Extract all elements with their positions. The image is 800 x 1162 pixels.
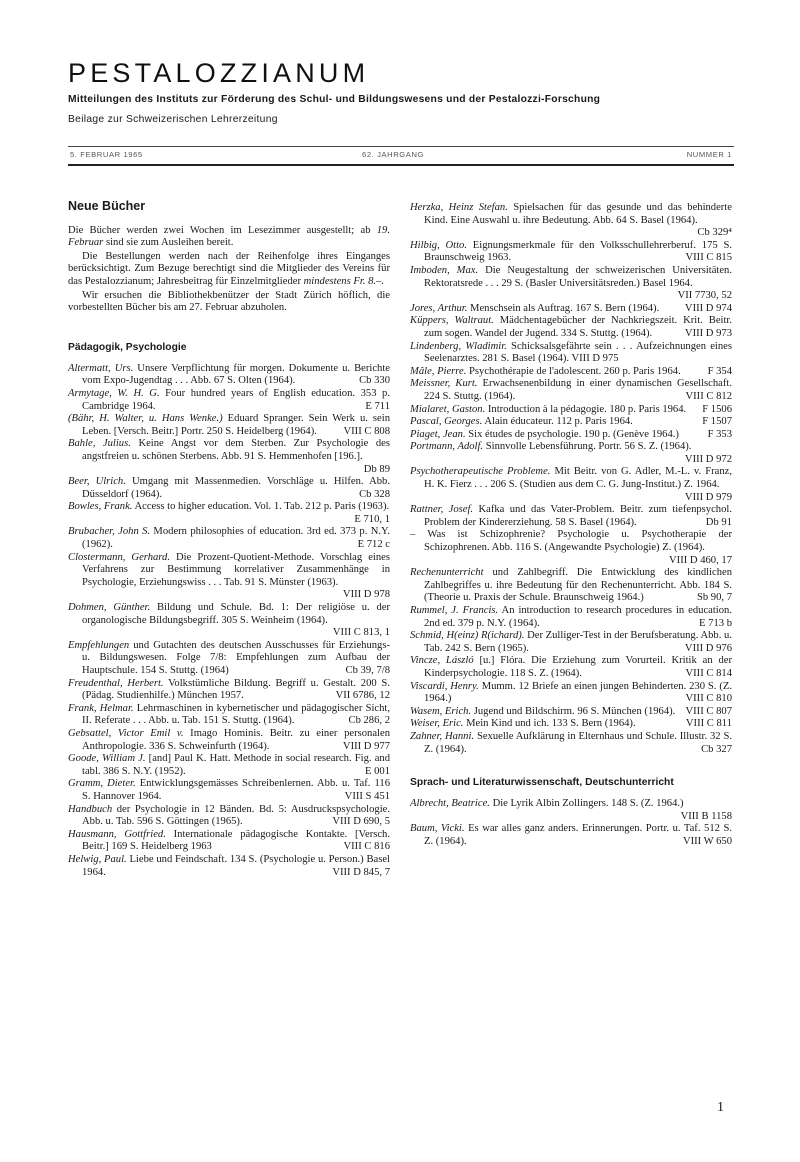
entry-text: [u.] Flóra. Die Erziehung zum Vorurteil. Kritik an der Kinderpsychologie. 118 S. Z. (1964). xyxy=(424,655,732,679)
entry-text: Imago Hominis. Beitr. zu einer personalen Anthropologie. 336 S. Schweinfurth (1964). xyxy=(82,727,390,752)
bibliography-entry xyxy=(68,854,390,879)
entry-text: Access to higher education. Vol. 1. Tab. 212 p. Paris (1963). xyxy=(132,501,390,513)
entry-author: Jores, Arthur. xyxy=(410,302,468,314)
entry-author: Gramm, Dieter. xyxy=(68,778,136,790)
journal-subtitle: Mitteilungen des Instituts zur Förderung des Schul- und Bildungswesens und der Pestalozzi-Forschung xyxy=(68,94,601,105)
call-number: VIII C 816 xyxy=(343,841,390,853)
entry-text: [and] Paul K. Hatt. Methode in social research. Fig. and tabl. 386 S. N.Y. (1952). xyxy=(82,753,391,777)
call-number: VIII D 690, 5 xyxy=(332,816,390,828)
bibliography-entry xyxy=(68,526,390,551)
bibliography-entry xyxy=(68,753,390,778)
entry-text: Sinnvolle Lebensführung. Portr. 56 S. Z. (1964). xyxy=(483,441,692,453)
entry-author: Empfehlungen xyxy=(68,639,130,651)
call-number: VIII C 815 xyxy=(685,252,732,264)
intro-paragraph-1 xyxy=(68,225,390,250)
entry-text: Entwicklungsgemässes Schreibenlernen. Abb. u. Taf. 116 S. Hannover 1964. xyxy=(82,778,390,802)
bibliography-entry xyxy=(410,202,732,240)
entry-author: Lindenberg, Wladimir. xyxy=(410,340,507,352)
entry-author: Rattner, Josef. xyxy=(410,504,474,516)
bibliography-entry xyxy=(410,416,732,429)
bibliography-entry xyxy=(68,476,390,501)
bibliography-entry xyxy=(68,438,390,476)
call-number: F 1506 xyxy=(702,403,732,415)
call-number: F 353 xyxy=(707,428,732,440)
page-number: 1 xyxy=(717,1100,724,1115)
call-number: VIII C 810 xyxy=(685,693,732,705)
entry-author: Albrecht, Beatrice. xyxy=(410,798,490,810)
entry-author: (Bähr, H. Walter, u. Hans Wenke.) xyxy=(68,413,223,425)
entry-author: Baum, Vicki. xyxy=(410,823,465,835)
bibliography-entry xyxy=(68,804,390,829)
bibliography-entry xyxy=(410,466,732,504)
intro-text xyxy=(68,225,390,315)
bibliography-entry xyxy=(68,778,390,803)
call-number: E 712 c xyxy=(357,539,390,551)
entry-text: Menschsein als Auftrag. 167 S. Bern (1964). xyxy=(467,302,660,314)
entry-author: Goode, William J. xyxy=(68,753,146,765)
entry-author: Weiser, Eric. xyxy=(410,718,464,730)
intro-text-span: Die Bücher werden zwei Wochen im Lesezimmer ausgestellt; ab xyxy=(68,224,377,236)
entry-text: Lehrmaschinen in kybernetischer und pädagogischer Sicht, II. Referate . . . Abb. u. Tab. 151 S. Stuttg. (1964). xyxy=(82,702,390,727)
entry-text: und Zahlbegriff. Die Entwicklung des kindlichen Zahlbegriffes u. ihre Bedeutung für den Rechenunterricht. Abb. 184 S. (Theorie u. Praxis der Schule. Braunschweig 1964.) xyxy=(424,567,732,604)
entry-author: Dohmen, Günther. xyxy=(68,602,151,614)
issue-year: 62. JAHRGANG xyxy=(362,150,425,159)
section-heading-sprachwissenschaft: Sprach- und Literaturwissenschaft, Deutschunterricht xyxy=(410,777,674,789)
bibliography-entry xyxy=(68,678,390,703)
bibliography-entry xyxy=(68,501,390,526)
bibliography-entry xyxy=(410,630,732,655)
call-number: VII 6786, 12 xyxy=(335,690,390,702)
journal-title: PESTALOZZIANUM xyxy=(68,58,370,88)
entry-author: Mialaret, Gaston. xyxy=(410,403,486,415)
entry-author: Frank, Helmar. xyxy=(68,702,134,714)
bibliography-entry xyxy=(410,718,732,731)
call-number: VIII C 808 xyxy=(343,425,390,437)
entry-author: Hausmann, Gottfried. xyxy=(68,828,166,840)
entry-author: Freudenthal, Herbert. xyxy=(68,677,164,689)
entry-author: Meissner, Kurt. xyxy=(410,378,478,390)
call-number: E 713 b xyxy=(699,617,732,629)
entry-author: Zahner, Hanni. xyxy=(410,730,475,742)
entry-text: Die Neugestaltung der schweizerischen Universitäten. Rektoratsrede . . . 29 S. (Basler Universitätsreden.) Basel 1964. xyxy=(424,264,733,289)
call-number: VII 7730, 52 xyxy=(677,290,732,302)
entry-text: Mumm. 12 Briefe an einen jungen Behinderten. 230 S. (Z. 1964.) xyxy=(424,680,732,705)
entry-text: Mit Beitr. von G. Adler, M.-L. v. Franz, H. K. Fierz . . . 206 S. (Studien aus dem C. G. Jung-Institut.) Z. 1964. xyxy=(424,466,732,491)
entry-text: Psychothérapie de l'adolescent. 260 p. Paris 1964. xyxy=(466,365,681,377)
call-number: Cb 329⁴ xyxy=(697,227,732,239)
entry-text: Alain éducateur. 112 p. Paris 1964. xyxy=(482,416,633,428)
entry-text: und Gutachten des deutschen Ausschusses für Erziehungs- u. Bildungswesen. Folge 7/8: Empfehlungen zum Aufbau der Hauptschule. 154 S. Stuttg. (1964) xyxy=(82,639,390,676)
entry-author: Piaget, Jean. xyxy=(410,428,466,440)
call-number: VIII C 814 xyxy=(685,667,732,679)
entry-text: Der Zulliger-Test in der Berufsberatung. Abb. u. Tab. 242 S. Bern (1965). xyxy=(424,630,732,654)
call-number: VIII D 460, 17 xyxy=(669,554,732,566)
issue-number: NUMMER 1 xyxy=(686,150,732,159)
entry-text: Unsere Verpflichtung für morgen. Dokumente u. Berichte vom Expo-Jugendtag . . . Abb. 67 S. Olten (1964). xyxy=(82,362,390,387)
entry-text: Eignungsmerkmale für den Volksschullehrerberuf. 175 S. Braunschweig 1963. xyxy=(424,239,732,264)
entry-author: Gebsattel, Victor Emil v. xyxy=(68,727,184,739)
entry-text: Schicksalsgefährte sein . . . Aufzeichnungen eines Seelenarztes. 281 S. Basel (1964). VIII D 975 xyxy=(424,340,732,365)
left-column xyxy=(68,200,390,879)
bibliography-entry xyxy=(68,552,390,602)
entry-text: Keine Angst vor dem Sterben. Zur Psychologie des angstfreien u. schönen Sterbens. Abb. 91 S. Hemmenhofen [196.]. xyxy=(82,438,390,462)
entry-author: Pascal, Georges. xyxy=(410,416,483,428)
bibliography-entry xyxy=(410,303,732,316)
call-number: Cb 327 xyxy=(701,743,732,755)
bibliography-entry xyxy=(410,429,732,442)
call-number: VIII D 976 xyxy=(684,642,732,654)
entry-text: Die Lyrik Albin Zollingers. 148 S. (Z. 1964.) xyxy=(489,798,684,810)
entry-author: Brubacher, John S. xyxy=(68,526,151,538)
call-number: VIII C 812 xyxy=(685,390,732,402)
call-number: VIII D 845, 7 xyxy=(332,866,390,878)
bibliography-entry xyxy=(410,366,732,379)
bibliography-entry xyxy=(68,602,390,640)
call-number: E 711 xyxy=(365,400,390,412)
call-number: VIII D 972 xyxy=(684,453,732,465)
entry-author: Bowles, Frank. xyxy=(68,501,133,513)
call-number: VIII C 807 xyxy=(685,705,732,717)
entry-author: Rechenunterricht xyxy=(410,567,484,579)
intro-text-span: sind sie zum Ausleihen bereit. xyxy=(103,237,234,249)
call-number: Db 89 xyxy=(363,463,390,475)
supplement-line: Beilage zur Schweizerischen Lehrerzeitung xyxy=(68,114,278,125)
entry-text: Volkstümliche Bildung. Begriff u. Gestalt. 200 S. (Pädag. Studienhilfe.) München 1957. xyxy=(82,677,390,702)
bibliography-entry xyxy=(410,798,732,823)
entry-author: Viscardi, Henry. xyxy=(410,680,479,692)
section-heading-paedagogik: Pädagogik, Psychologie xyxy=(68,341,187,353)
entry-author: Herzka, Heinz Stefan. xyxy=(410,202,508,213)
call-number: VIII W 650 xyxy=(682,835,732,847)
bibliography-entry xyxy=(410,504,732,529)
call-number: VIII D 978 xyxy=(342,589,390,601)
entry-author: Beer, Ulrich. xyxy=(68,476,126,488)
entry-author: Küppers, Waltraut. xyxy=(410,315,494,327)
entry-author: Psychotherapeutische Probleme. xyxy=(410,466,551,478)
intro-paragraph-3: Wir ersuchen die Bibliothekbenützer der Stadt Zürich höflich, die vorbestellten Bücher bis am 27. Februar abzuholen. xyxy=(68,289,390,314)
entry-author: Imboden, Max. xyxy=(410,264,479,276)
right-column xyxy=(410,202,732,849)
intro-fee-emphasis: mindestens Fr. 8.–. xyxy=(303,275,384,287)
bibliography-entry xyxy=(68,363,390,388)
entry-text: Six études de psychologie. 190 p. (Genève 1964.) xyxy=(465,428,679,440)
entry-text: Sexuelle Aufklärung in Elternhaus und Schule. Illustr. 32 S. Z. (1964). xyxy=(424,730,732,755)
bibliography-entry xyxy=(410,681,732,706)
call-number: VIII S 451 xyxy=(344,790,390,802)
call-number: Db 91 xyxy=(705,516,732,528)
intro-date-emphasis: 19. Februar xyxy=(68,224,390,249)
entry-text: der Psychologie in 12 Bänden. Bd. 5: Ausdruckspsychologie. Abb. u. Tab. 596 S. Göttingen (1965). xyxy=(82,803,390,828)
intro-text-span: Die Bestellungen werden nach der Reihenfolge ihres Einganges berücksichtigt. Zum Bezuge berechtigt sind die Mitglieder des Vereins für das Pestalozzianum; Jahresbeitrag für Einzelmitglieder xyxy=(68,250,390,287)
bibliography-entry xyxy=(68,728,390,753)
entry-author: Helwig, Paul. xyxy=(68,853,127,865)
call-number: Cb 39, 7/8 xyxy=(345,665,390,676)
call-number: VIII C 811 xyxy=(685,718,732,730)
bibliography-entry xyxy=(410,265,732,303)
entry-author: Armytage, W. H. G. xyxy=(68,387,160,399)
entry-text: An introduction to research procedures in education. 2nd ed. 379 p. N.Y. (1964). xyxy=(424,605,732,629)
bibliography-entry xyxy=(68,703,390,728)
call-number: VIII D 974 xyxy=(684,302,732,314)
entry-text: Umgang mit Massenmedien. Vorschläge u. Hilfen. Abb. Düsseldorf (1964). xyxy=(82,476,390,500)
entry-text: Bildung und Schule. Bd. 1: Der religiöse u. der organologische Bildungsbegriff. 305 S. Weinheim (1964). xyxy=(82,602,390,626)
entry-author: Portmann, Adolf. xyxy=(410,441,484,453)
entry-list-sprachwissenschaft xyxy=(410,798,732,848)
bibliography-entry xyxy=(410,378,732,403)
call-number: Cb 328 xyxy=(359,488,390,500)
issue-date: 5. FEBRUAR 1965 xyxy=(70,150,143,159)
bibliography-entry xyxy=(68,640,390,678)
bibliography-entry xyxy=(68,388,390,413)
entry-text: Modern philosophies of education. 3rd ed. 373 p. N.Y. (1962). xyxy=(82,526,390,551)
entry-text: Introduction à la pédagogie. 180 p. Paris 1964. xyxy=(485,403,687,415)
entry-author: Bahle, Julius. xyxy=(68,438,131,450)
entry-text: Eduard Spranger. Sein Werk u. sein Leben. [Versch. Beitr.] Portr. 250 S. Heidelberg (1964). xyxy=(82,413,390,437)
issue-bar xyxy=(68,146,734,166)
bibliography-entry xyxy=(68,829,390,854)
call-number: E 710, 1 xyxy=(354,513,390,525)
bibliography-entry xyxy=(410,404,732,417)
bibliography-entry xyxy=(410,706,732,719)
entry-text: – Was ist Schizophrenie? Psychologie u. Psychotherapie der Schizophrenen. Abb. 116 S. (Angewandte Psychologie) Z. (1964). xyxy=(410,529,732,554)
bibliography-entry xyxy=(68,413,390,438)
entry-text: Kafka und das Vater-Problem. Beitr. zum tiefenpsychol. Problem der Kindererziehung. 58 S. Basel (1964). xyxy=(424,504,732,528)
bibliography-entry xyxy=(410,240,732,265)
bibliography-entry xyxy=(410,567,732,605)
bibliography-entry xyxy=(410,341,732,366)
call-number: Sb 90, 7 xyxy=(696,592,732,604)
call-number: E 001 xyxy=(364,765,390,777)
call-number: Cb 330 xyxy=(359,375,390,387)
entry-author: Vincze, László xyxy=(410,655,474,667)
call-number: F 1507 xyxy=(702,416,732,428)
entry-author: Mâle, Pierre. xyxy=(410,365,467,377)
call-number: VIII C 813, 1 xyxy=(332,627,390,639)
call-number: VIII D 973 xyxy=(684,327,732,339)
bibliography-entry xyxy=(410,731,732,756)
entry-text: Liebe und Feindschaft. 134 S. (Psychologie u. Person.) Basel 1964. xyxy=(82,853,390,878)
bibliography-entry xyxy=(410,529,732,567)
bibliography-entry xyxy=(410,605,732,630)
entry-author: Schmid, H(einz) R(ichard). xyxy=(410,630,525,642)
entry-author: Hilbig, Otto. xyxy=(410,239,467,251)
entry-text: Erwachsenenbildung in einer dynamischen Gesellschaft. 224 S. Stuttg. (1964). xyxy=(424,378,732,402)
entry-text: Internationale pädagogische Kontakte. [Versch. Beitr.] 169 S. Heidelberg 1963 xyxy=(82,828,390,853)
entry-text: Die Prozent-Quotient-Methode. Vorschlag eines Verfahrens zur Bestimmung korrelativer Zusammenhänge in Psychologie, Erziehungswiss . . . Tab. 91 S. Münster (1963). xyxy=(82,551,390,588)
masthead xyxy=(68,58,734,125)
call-number: VIII D 979 xyxy=(684,491,732,503)
bibliography-entry xyxy=(410,823,732,848)
bibliography-entry xyxy=(410,441,732,466)
call-number: Cb 286, 2 xyxy=(348,715,390,727)
entry-list-paedagogik-continued xyxy=(410,202,732,756)
call-number: VIII B 1158 xyxy=(680,810,732,822)
entry-author: Handbuch xyxy=(68,803,113,815)
entry-author: Wasem, Erich. xyxy=(410,705,472,717)
entry-list-paedagogik xyxy=(68,363,390,879)
entry-text: Jugend und Bildschirm. 96 S. München (1964). xyxy=(471,705,676,717)
entry-author: Altermatt, Urs. xyxy=(68,362,134,374)
call-number: VIII D 977 xyxy=(342,740,390,752)
entry-text: Es war alles ganz anders. Erinnerungen. Portr. u. Taf. 512 S. Z. (1964). xyxy=(424,823,732,847)
entry-author: Clostermann, Gerhard. xyxy=(68,551,170,563)
entry-text: Mein Kind und ich. 133 S. Bern (1964). xyxy=(463,718,636,730)
section-heading-neue-buecher: Neue Bücher xyxy=(68,199,146,213)
entry-text: Mädchentagebücher der Nachkriegszeit. Krit. Beitr. zum sogen. Wandel der Jugend. 334 S. Stuttg. (1964). xyxy=(424,315,732,339)
bibliography-entry xyxy=(410,655,732,680)
intro-paragraph-2 xyxy=(68,251,390,289)
bibliography-entry xyxy=(410,315,732,340)
call-number: F 354 xyxy=(707,365,732,377)
entry-text: Four hundred years of English education. 353 p. Cambridge 1964. xyxy=(82,387,390,412)
entry-text: Spielsachen für das gesunde und das behinderte Kind. Eine Auswahl u. ihre Bedeutung. Abb. 64 S. Basel (1964). xyxy=(424,202,732,226)
entry-author: Rummel, J. Francis. xyxy=(410,605,499,616)
